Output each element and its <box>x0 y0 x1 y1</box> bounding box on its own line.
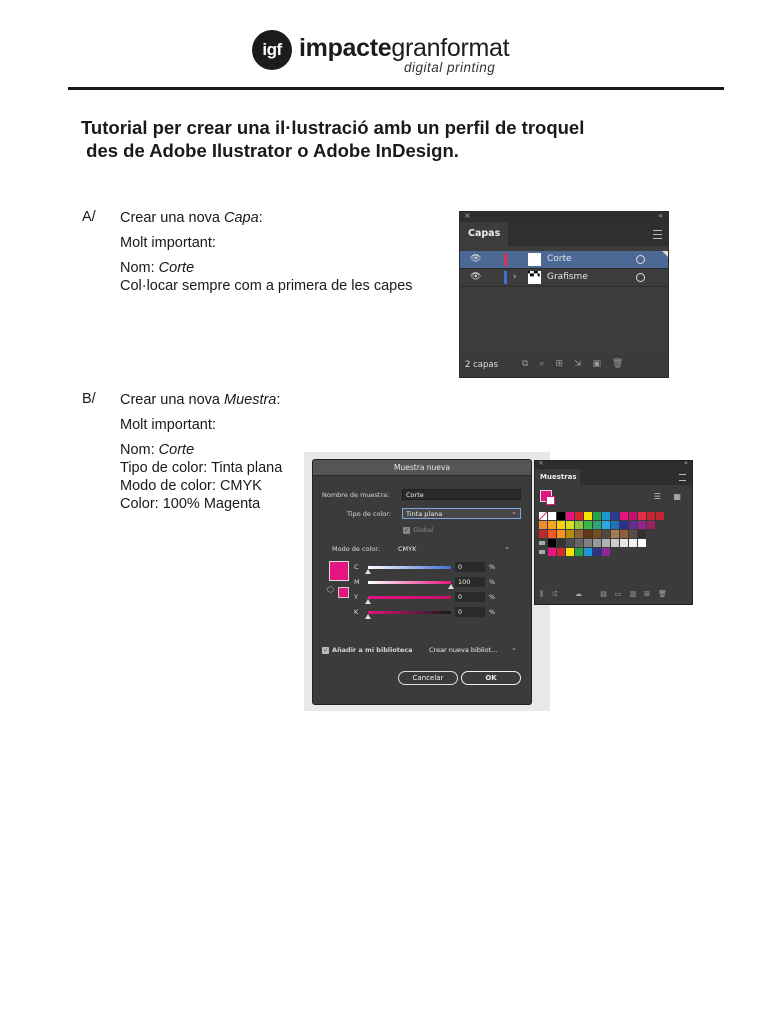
swatch[interactable] <box>602 521 610 529</box>
section-b-heading-emphasis: Muestra <box>223 392 277 408</box>
swatches-panel-titlebar <box>535 461 692 469</box>
brand-tagline: digital printing <box>404 60 496 75</box>
color-mode-select[interactable] <box>394 543 514 554</box>
yellow-slider-knob[interactable] <box>365 599 371 604</box>
swatches-panel <box>534 460 693 605</box>
swatch-row <box>539 530 689 538</box>
section-a-important: Molt important: <box>120 235 216 251</box>
swatch[interactable] <box>584 530 592 538</box>
swatch-group-folder-icon[interactable] <box>539 539 547 547</box>
swatch[interactable] <box>548 530 556 538</box>
swatches-panel-tabs <box>535 469 692 485</box>
ok-button[interactable]: OK <box>461 671 521 685</box>
close-icon[interactable]: × <box>538 460 544 467</box>
layer-thumbnail <box>528 253 541 266</box>
section-a-name-label: Nom: <box>120 260 159 276</box>
global-checkbox[interactable]: ✓ <box>403 527 410 534</box>
library-select[interactable] <box>425 644 521 655</box>
visibility-eye-icon[interactable]: 👁 <box>470 272 482 282</box>
magenta-slider[interactable] <box>368 581 451 584</box>
title-line-2: des de Adobe Ilustrator o Adobe InDesign. <box>81 140 459 161</box>
visibility-eye-icon[interactable]: 👁 <box>470 254 482 264</box>
black-value[interactable]: 0 <box>455 607 485 617</box>
swatch[interactable] <box>638 530 646 538</box>
swatch-row <box>539 548 689 556</box>
swatch[interactable] <box>575 521 583 529</box>
swatch-group-folder-icon[interactable] <box>539 548 547 556</box>
brand-name-bold: impacte <box>299 34 392 62</box>
swatch[interactable] <box>638 512 646 520</box>
layer-thumbnail: ▚▞▚ <box>528 271 541 284</box>
layer-count: 2 capas <box>465 360 499 370</box>
brand-name-regular: granformat <box>391 34 510 62</box>
swatch[interactable] <box>539 530 547 538</box>
swatch[interactable] <box>575 512 583 520</box>
brand-name <box>299 33 509 63</box>
section-b-color-value: Color: 100% Magenta <box>120 496 261 512</box>
section-a-heading-text: Crear una nova <box>120 210 224 226</box>
cyan-value[interactable]: 0 <box>455 562 485 572</box>
swatch[interactable] <box>575 539 583 547</box>
layers-panel-footer <box>460 355 668 377</box>
layer-row-corte[interactable] <box>460 251 668 268</box>
yellow-slider[interactable] <box>368 596 451 599</box>
magenta-percent: % <box>489 578 496 586</box>
section-a-name <box>120 259 413 277</box>
section-b-heading-text: Crear una nova <box>120 392 224 408</box>
section-b-color-mode: Modo de color: CMYK <box>120 478 262 494</box>
magenta-slider-knob[interactable] <box>448 584 454 589</box>
swatches-footer-icons[interactable]: ⫼⤮ ☁ ▤▭▥⊞🗑 <box>540 590 675 598</box>
magenta-label: M <box>354 578 360 586</box>
color-mode-label: Modo de color: <box>332 545 381 553</box>
swatch[interactable] <box>593 512 601 520</box>
swatch[interactable] <box>611 539 619 547</box>
section-a-placement: Col·locar sempre com a primera de les capes <box>120 278 413 294</box>
swatch[interactable] <box>584 521 592 529</box>
section-b-name-label: Nom: <box>120 442 159 458</box>
section-b-heading-colon: : <box>276 392 281 408</box>
cyan-label: C <box>354 563 359 571</box>
logo-mark: igf <box>252 30 292 70</box>
cancel-button[interactable]: Cancelar <box>398 671 458 685</box>
global-label: Global <box>413 526 434 534</box>
target-circle-icon[interactable] <box>636 273 645 282</box>
layers-panel-tabs <box>460 222 668 246</box>
swatch[interactable] <box>548 512 556 520</box>
swatch-name-label: Nombre de muestra: <box>322 491 390 499</box>
swatch[interactable] <box>629 539 637 547</box>
cyan-slider-knob[interactable] <box>365 569 371 574</box>
magenta-value[interactable]: 100 <box>455 577 485 587</box>
swatch[interactable] <box>584 548 592 556</box>
section-b-name <box>120 441 282 459</box>
swatch[interactable] <box>602 512 610 520</box>
panel-menu-icon[interactable] <box>679 474 686 481</box>
swatch[interactable] <box>629 530 637 538</box>
black-percent: % <box>489 608 496 616</box>
brand-logo <box>252 30 532 80</box>
section-a-name-value: Corte <box>158 260 195 276</box>
swatch[interactable] <box>593 530 601 538</box>
swatch[interactable] <box>548 548 556 556</box>
swatch[interactable] <box>611 530 619 538</box>
section-a-body <box>120 209 413 295</box>
swatch[interactable] <box>557 521 565 529</box>
swatch[interactable] <box>620 521 628 529</box>
black-label: K <box>354 608 359 616</box>
swatch[interactable] <box>611 512 619 520</box>
swatch[interactable] <box>602 548 610 556</box>
color-type-label: Tipo de color: <box>347 510 392 518</box>
swatch[interactable] <box>557 530 565 538</box>
section-b-body <box>120 391 282 513</box>
collapse-icon[interactable]: « <box>658 211 663 220</box>
yellow-label: Y <box>354 593 358 601</box>
collapse-icon[interactable]: « <box>683 460 688 467</box>
swatch-preview <box>329 561 349 581</box>
section-a-heading-emphasis: Capa <box>223 210 259 226</box>
section-b-important: Molt important: <box>120 417 216 433</box>
panel-menu-icon[interactable] <box>653 230 662 239</box>
layers-panel <box>459 211 669 378</box>
new-swatch-dialog <box>312 459 532 705</box>
swatch[interactable] <box>602 530 610 538</box>
swatch[interactable] <box>638 539 646 547</box>
swatch-none[interactable] <box>539 512 547 520</box>
gamut-cube-icon: ⬡ <box>327 585 334 594</box>
swatch[interactable] <box>557 512 565 520</box>
title-line-1: Tutorial per crear una il·lustració amb un perfil de troquel <box>81 117 585 138</box>
layer-color-stripe <box>504 271 507 284</box>
swatch[interactable] <box>611 521 619 529</box>
current-stroke-swatch[interactable] <box>546 496 555 505</box>
swatch[interactable] <box>620 539 628 547</box>
swatch[interactable] <box>566 539 574 547</box>
cyan-percent: % <box>489 563 496 571</box>
swatch[interactable] <box>656 512 664 520</box>
swatch-row <box>539 539 689 547</box>
swatch-grid <box>539 512 689 557</box>
layer-divider <box>460 286 668 287</box>
section-b-letter: B/ <box>82 391 96 407</box>
swatch[interactable] <box>566 548 574 556</box>
swatches-panel-footer <box>535 586 692 604</box>
swatch[interactable] <box>620 512 628 520</box>
swatch[interactable] <box>620 530 628 538</box>
color-mode-value: CMYK <box>398 545 417 553</box>
swatch[interactable] <box>575 548 583 556</box>
swatch[interactable] <box>638 521 646 529</box>
layers-panel-titlebar <box>460 212 668 222</box>
swatch[interactable] <box>557 548 565 556</box>
expand-chevron-icon[interactable]: › <box>513 272 517 282</box>
section-b-heading <box>120 391 282 409</box>
color-type-select[interactable] <box>402 508 521 519</box>
library-value: Crear nueva bibliot... <box>429 646 498 654</box>
layer-name[interactable]: Corte <box>547 254 572 264</box>
swatch[interactable] <box>566 521 574 529</box>
tab-swatches[interactable]: Muestras <box>535 469 580 485</box>
swatch[interactable] <box>593 539 601 547</box>
tab-layers[interactable]: Capas <box>460 222 508 246</box>
swatch[interactable] <box>566 530 574 538</box>
yellow-value[interactable]: 0 <box>455 592 485 602</box>
swatch[interactable] <box>539 521 547 529</box>
target-circle-icon[interactable] <box>636 255 645 264</box>
swatch[interactable] <box>557 539 565 547</box>
swatch[interactable] <box>629 512 637 520</box>
gamut-swatch[interactable] <box>338 587 349 598</box>
color-type-value: Tinta plana <box>406 510 443 518</box>
swatch[interactable] <box>647 512 655 520</box>
swatch[interactable] <box>629 521 637 529</box>
add-to-library-label: Añadir a mi biblioteca <box>332 646 413 654</box>
swatch[interactable] <box>575 530 583 538</box>
layer-color-stripe <box>504 253 507 266</box>
black-slider-knob[interactable] <box>365 614 371 619</box>
close-icon[interactable]: × <box>464 211 471 220</box>
section-a-letter: A/ <box>82 209 96 225</box>
swatch[interactable] <box>548 539 556 547</box>
section-a-heading-colon: : <box>258 210 263 226</box>
black-slider[interactable] <box>368 611 451 614</box>
swatch[interactable] <box>566 512 574 520</box>
layer-row-grafisme[interactable] <box>460 269 668 286</box>
swatch-row <box>539 521 689 529</box>
dialog-title: Muestra nueva <box>313 460 531 476</box>
yellow-percent: % <box>489 593 496 601</box>
swatch-view-icons[interactable]: ☰ ▦ <box>653 492 686 501</box>
swatch[interactable] <box>548 521 556 529</box>
swatch-row <box>539 512 689 520</box>
swatch-name-field[interactable]: Corte <box>402 489 521 500</box>
selection-corner-icon <box>662 251 668 257</box>
section-b-name-value: Corte <box>158 442 195 458</box>
swatch[interactable] <box>602 539 610 547</box>
swatch[interactable] <box>647 521 655 529</box>
swatch[interactable] <box>584 512 592 520</box>
page-title <box>81 116 701 162</box>
swatch[interactable] <box>593 521 601 529</box>
swatch[interactable] <box>584 539 592 547</box>
header-divider <box>68 87 724 90</box>
swatch[interactable] <box>593 548 601 556</box>
layers-footer-icons[interactable]: ⧉⌕⊞⇲▣🗑 <box>522 359 635 369</box>
section-b-color-type: Tipo de color: Tinta plana <box>120 460 283 476</box>
layer-name[interactable]: Grafisme <box>547 272 588 282</box>
add-to-library-checkbox[interactable]: ✓ <box>322 647 329 654</box>
section-a-heading <box>120 209 413 227</box>
cyan-slider[interactable] <box>368 566 451 569</box>
